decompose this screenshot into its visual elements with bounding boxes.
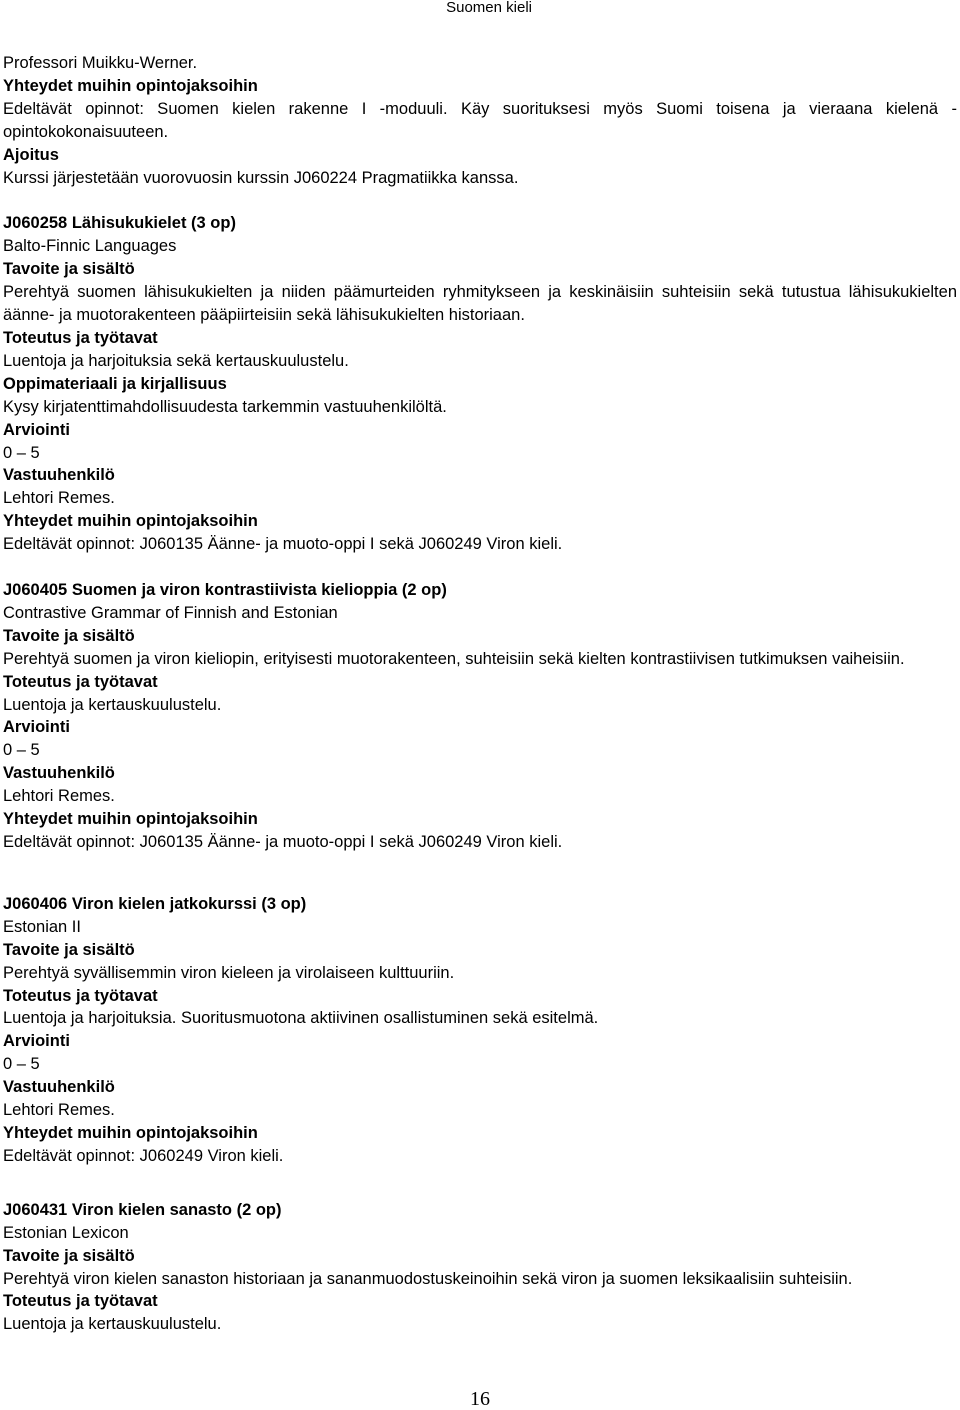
- section-text: Luentoja ja kertauskuulustelu.: [3, 695, 222, 714]
- section-text: Perehtyä viron kielen sanaston historiaan ja sananmuodostuskeinoihin sekä viron ja suomen leksikaalisiin suhteisiin.: [3, 1269, 853, 1288]
- section-text: Lehtori Remes.: [3, 1101, 115, 1120]
- course-english-name: Estonian Lexicon: [3, 1223, 129, 1242]
- section-text: 0 – 5: [3, 443, 40, 462]
- course-entry: [3, 893, 957, 1168]
- section-heading: Vastuuhenkilö: [3, 466, 115, 485]
- section-heading: Toteutus ja työtavat: [3, 1292, 158, 1311]
- page-number: 16: [470, 1388, 490, 1410]
- section-heading: Yhteydet muihin opintojaksoihin: [3, 512, 258, 531]
- section-text: Luentoja ja harjoituksia sekä kertauskuulustelu.: [3, 351, 349, 370]
- intro-line: Edeltävät opinnot: Suomen kielen rakenne I -moduuli. Käy suorituksesi myös Suomi toisena ja vieraana kielenä -opintokokonaisuuteen.: [3, 99, 957, 141]
- section-heading: Oppimateriaali ja kirjallisuus: [3, 374, 227, 393]
- section-heading: Toteutus ja työtavat: [3, 986, 158, 1005]
- course-entry: [3, 579, 957, 854]
- running-header: Suomen kieli: [446, 0, 532, 16]
- section-text: Perehtyä suomen ja viron kieliopin, erityisesti muotorakenteen, suhteisiin sekä kielten kontrastiivisen tutkimuksen vaiheisiin.: [3, 649, 905, 668]
- course-entry: [3, 212, 957, 556]
- intro-line: Professori Muikku-Werner.: [3, 54, 198, 72]
- section-text: Edeltävät opinnot: J060135 Äänne- ja muoto-oppi I sekä J060249 Viron kieli.: [3, 535, 563, 554]
- course-title: J060258 Lähisukukielet (3 op): [3, 214, 236, 233]
- course-english-name: Contrastive Grammar of Finnish and Estonian: [3, 603, 338, 622]
- intro-line: Kurssi järjestetään vuorovuosin kurssin J060224 Pragmatiikka kanssa.: [3, 168, 519, 187]
- intro-heading: Yhteydet muihin opintojaksoihin: [3, 76, 258, 95]
- section-heading: Yhteydet muihin opintojaksoihin: [3, 810, 258, 829]
- section-text: Lehtori Remes.: [3, 787, 115, 806]
- section-heading: Toteutus ja työtavat: [3, 672, 158, 691]
- course-title: J060405 Suomen ja viron kontrastiivista kielioppia (2 op): [3, 581, 447, 600]
- section-heading: Arviointi: [3, 1032, 70, 1051]
- section-heading: Toteutus ja työtavat: [3, 328, 158, 347]
- section-heading: Arviointi: [3, 718, 70, 737]
- course-title: J060431 Viron kielen sanasto (2 op): [3, 1200, 282, 1219]
- intro-block: [3, 52, 957, 189]
- section-text: Luentoja ja harjoituksia. Suoritusmuotona aktiivinen osallistuminen sekä esitelmä.: [3, 1009, 599, 1028]
- course-english-name: Estonian II: [3, 917, 81, 936]
- section-heading: Tavoite ja sisältö: [3, 940, 135, 959]
- section-text: Edeltävät opinnot: J060249 Viron kieli.: [3, 1146, 284, 1165]
- section-text: Luentoja ja kertauskuulustelu.: [3, 1315, 222, 1334]
- section-text: Kysy kirjatenttimahdollisuudesta tarkemmin vastuuhenkilöltä.: [3, 397, 447, 416]
- section-text: Perehtyä syvällisemmin viron kieleen ja virolaiseen kulttuuriin.: [3, 963, 455, 982]
- section-heading: Tavoite ja sisältö: [3, 1246, 135, 1265]
- section-heading: Tavoite ja sisältö: [3, 626, 135, 645]
- section-text: 0 – 5: [3, 1055, 40, 1074]
- section-heading: Tavoite ja sisältö: [3, 260, 135, 279]
- course-title: J060406 Viron kielen jatkokurssi (3 op): [3, 894, 307, 913]
- section-text: Perehtyä suomen lähisukukielten ja niiden päämurteiden ryhmitykseen ja keskinäisiin suhteisiin sekä tutustua lähisukukielten äänne- ja muotorakenteen pääpiirteisiin sekä lähisukukielten historiaan.: [3, 283, 957, 325]
- course-english-name: Balto-Finnic Languages: [3, 237, 177, 256]
- course-entry: [3, 1199, 957, 1336]
- section-text: 0 – 5: [3, 741, 40, 760]
- section-heading: Arviointi: [3, 420, 70, 439]
- section-heading: Yhteydet muihin opintojaksoihin: [3, 1123, 258, 1142]
- intro-heading: Ajoitus: [3, 145, 59, 164]
- document-body: [3, 52, 957, 1336]
- section-text: Edeltävät opinnot: J060135 Äänne- ja muoto-oppi I sekä J060249 Viron kieli.: [3, 833, 563, 851]
- section-text: Lehtori Remes.: [3, 489, 115, 508]
- section-heading: Vastuuhenkilö: [3, 1078, 115, 1097]
- section-heading: Vastuuhenkilö: [3, 764, 115, 783]
